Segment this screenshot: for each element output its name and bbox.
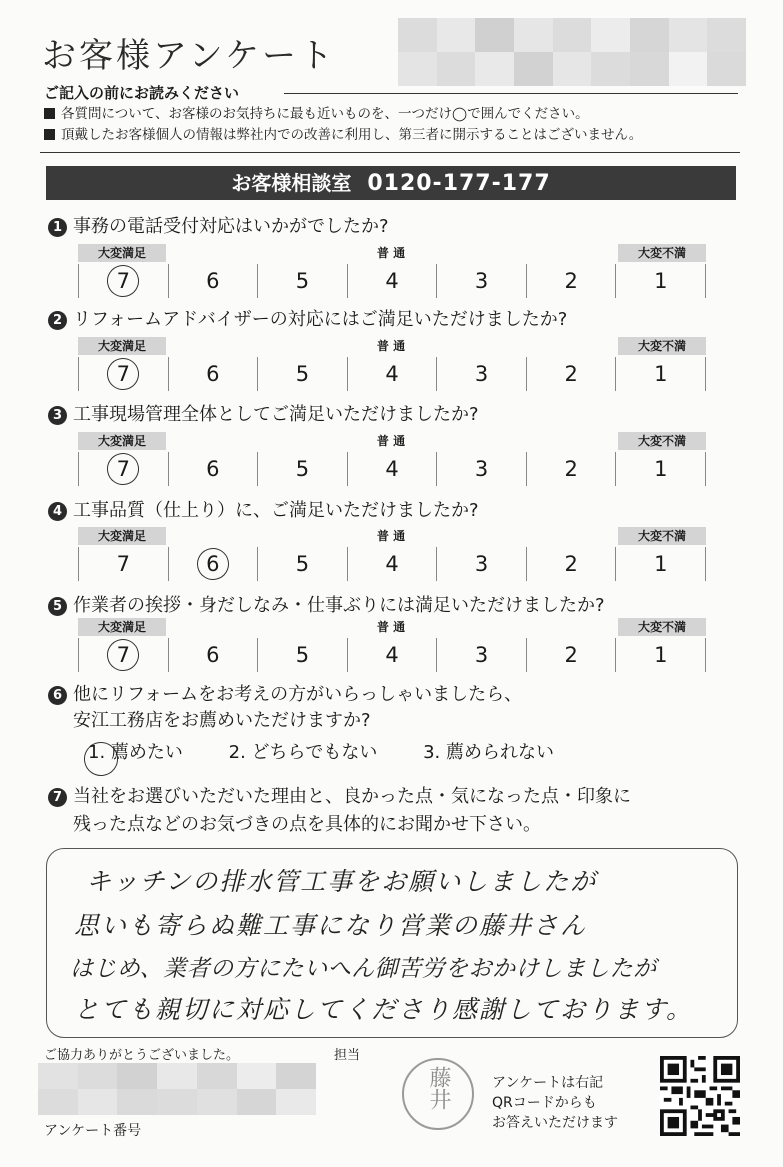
q5-option-1[interactable]: 1 [615, 638, 706, 672]
label-very-dissatisfied: 大変不満 [618, 432, 706, 450]
q2-option-4[interactable]: 4 [347, 357, 437, 391]
q3-number-icon: 3 [48, 406, 67, 425]
label-very-dissatisfied: 大変不満 [618, 527, 706, 545]
q3-option-1[interactable]: 1 [615, 452, 706, 486]
label-very-dissatisfied: 大変不満 [618, 244, 706, 262]
q5-option-2[interactable]: 2 [526, 638, 616, 672]
q4-option-3[interactable]: 3 [436, 547, 526, 581]
label-very-satisfied: 大変満足 [78, 432, 166, 450]
question-2: 2 リフォームアドバイザーの対応にはご満足いただけましたか? [48, 305, 567, 331]
question-3: 3 工事現場管理全体としてご満足いただけましたか? [48, 400, 479, 426]
q6-option-recommend[interactable]: 1. 薦めたい [88, 742, 183, 763]
label-neutral: 普 通 [376, 339, 406, 353]
q1-option-6[interactable]: 6 [168, 264, 258, 298]
bullet-square-icon [44, 129, 55, 140]
comment-line-3: はじめ、業者の方にたいへん御苦労をおかけしましたが [70, 956, 657, 982]
q4-scale [78, 527, 706, 579]
q4-option-5[interactable]: 5 [257, 547, 347, 581]
selection-circle [104, 636, 142, 674]
q1-option-3[interactable]: 3 [436, 264, 526, 298]
q5-option-4[interactable]: 4 [347, 638, 437, 672]
selection-circle [104, 450, 142, 488]
selection-circle [104, 262, 142, 300]
selection-circle [194, 545, 232, 583]
label-very-satisfied: 大変満足 [78, 618, 166, 636]
question-7: 7 当社をお選びいただいた理由と、良かった点・気になった点・印象に 残った点などのお気づきの点を具体的にお聞かせ下さい。 [48, 783, 631, 839]
q3-option-5[interactable]: 5 [257, 452, 347, 486]
q2-option-3[interactable]: 3 [436, 357, 526, 391]
q5-option-7[interactable]: 7 [78, 638, 168, 672]
staff-stamp [402, 1058, 474, 1130]
label-neutral: 普 通 [376, 246, 406, 260]
label-very-dissatisfied: 大変不満 [618, 618, 706, 636]
q6-options [88, 738, 594, 764]
qr-code-icon[interactable] [660, 1056, 740, 1136]
label-neutral: 普 通 [376, 620, 406, 634]
bullet-square-icon [44, 108, 55, 119]
redacted-info [38, 1063, 316, 1115]
q4-option-2[interactable]: 2 [526, 547, 616, 581]
q1-option-5[interactable]: 5 [257, 264, 347, 298]
staff-label: 担当 [334, 1048, 361, 1063]
q7-number-icon: 7 [48, 788, 67, 807]
question-5: 5 作業者の挨拶・身だしなみ・仕事ぶりには満足いただけましたか? [48, 591, 605, 617]
question-6-line2: 安江工務店をお薦めいただけますか? [73, 710, 371, 731]
label-very-satisfied: 大変満足 [78, 337, 166, 355]
q5-option-3[interactable]: 3 [436, 638, 526, 672]
intro-heading: ご記入の前にお読みください [44, 84, 240, 102]
q5-scale [78, 618, 706, 670]
q2-option-6[interactable]: 6 [168, 357, 258, 391]
header-rule [40, 152, 740, 153]
qr-text-line-2: QRコードからも [492, 1095, 597, 1111]
comment-line-2: 思いも寄らぬ難工事になり営業の藤井さん [74, 911, 588, 940]
q6-option-cannot-recommend[interactable]: 3. 薦められない [423, 742, 554, 763]
q5-number-icon: 5 [48, 597, 67, 616]
q3-option-4[interactable]: 4 [347, 452, 437, 486]
q2-number-icon: 2 [48, 311, 67, 330]
q3-option-2[interactable]: 2 [526, 452, 616, 486]
note-2: 頂戴したお客様個人の情報は弊社内での改善に利用し、第三者に開示することはございません。 [44, 123, 642, 143]
q5-option-5[interactable]: 5 [257, 638, 347, 672]
q3-option-3[interactable]: 3 [436, 452, 526, 486]
support-banner [46, 166, 736, 200]
question-7-line2: 残った点などのお気づきの点を具体的にお聞かせ下さい。 [73, 814, 541, 835]
qr-text-line-1: アンケートは右記 [492, 1075, 604, 1091]
q5-option-6[interactable]: 6 [168, 638, 258, 672]
comment-line-1: キッチンの排水管工事をお願いしましたが [86, 867, 598, 896]
qr-instructions [492, 1073, 618, 1133]
label-very-satisfied: 大変満足 [78, 527, 166, 545]
q3-scale [78, 432, 706, 484]
intro-divider [284, 93, 738, 94]
q4-option-4[interactable]: 4 [347, 547, 437, 581]
survey-title: お客様アンケート [42, 36, 336, 76]
comment-line-4: とても親切に対応してくださり感謝しております。 [74, 995, 694, 1024]
thanks-text: ご協力ありがとうございました。 [44, 1048, 240, 1063]
q1-scale [78, 244, 706, 296]
q3-option-6[interactable]: 6 [168, 452, 258, 486]
stamp-text: 藤井 [426, 1066, 451, 1110]
q1-option-1[interactable]: 1 [615, 264, 706, 298]
label-very-satisfied: 大変満足 [78, 244, 166, 262]
q4-option-6[interactable]: 6 [168, 547, 258, 581]
q2-option-7[interactable]: 7 [78, 357, 168, 391]
label-neutral: 普 通 [376, 434, 406, 448]
q2-scale [78, 337, 706, 389]
q1-option-2[interactable]: 2 [526, 264, 616, 298]
question-4: 4 工事品質（仕上り）に、ご満足いただけましたか? [48, 496, 479, 522]
q2-option-2[interactable]: 2 [526, 357, 616, 391]
q6-option-neither[interactable]: 2. どちらでもない [228, 742, 378, 763]
selection-circle [104, 355, 142, 393]
q2-option-5[interactable]: 5 [257, 357, 347, 391]
redacted-logo [398, 18, 746, 86]
banner-phone: 0120-177-177 [367, 171, 551, 196]
q3-option-7[interactable]: 7 [78, 452, 168, 486]
q4-option-7[interactable]: 7 [78, 547, 168, 581]
question-1: 1 事務の電話受付対応はいかがでしたか? [48, 212, 389, 238]
q2-option-1[interactable]: 1 [615, 357, 706, 391]
label-neutral: 普 通 [376, 529, 406, 543]
q6-number-icon: 6 [48, 686, 67, 705]
qr-text-line-3: お答えいただけます [492, 1115, 618, 1131]
q1-option-4[interactable]: 4 [347, 264, 437, 298]
question-6: 6 他にリフォームをお考えの方がいらっしゃいましたら、 [48, 680, 522, 706]
survey-number-label: アンケート番号 [44, 1123, 142, 1139]
q1-option-7[interactable]: 7 [78, 264, 168, 298]
q1-number-icon: 1 [48, 218, 67, 237]
q4-option-1[interactable]: 1 [615, 547, 706, 581]
q4-number-icon: 4 [48, 502, 67, 521]
banner-label: お客様相談室 [231, 171, 352, 195]
label-very-dissatisfied: 大変不満 [618, 337, 706, 355]
note-1: 各質問について、お客様のお気持ちに最も近いものを、一つだけ◯で囲んでください。 [44, 102, 589, 122]
